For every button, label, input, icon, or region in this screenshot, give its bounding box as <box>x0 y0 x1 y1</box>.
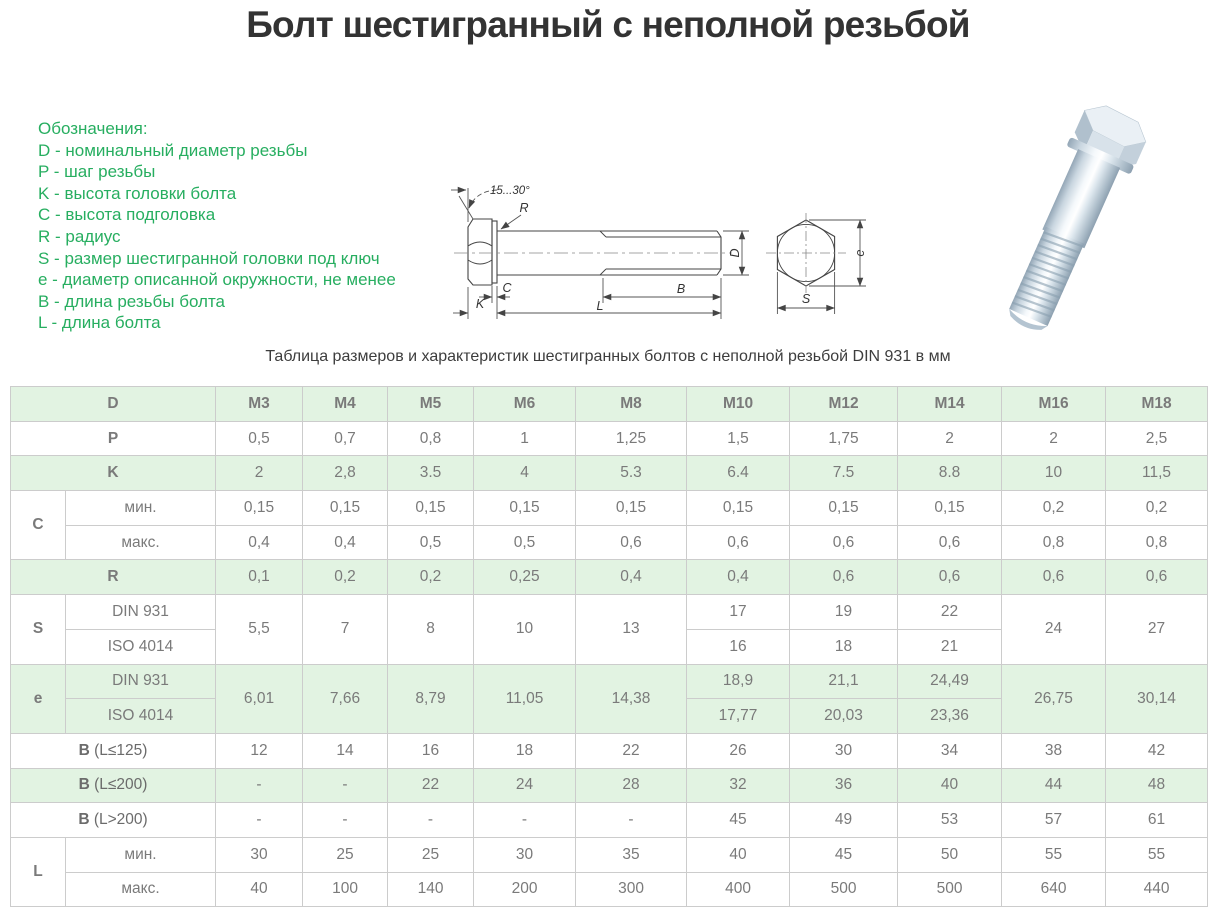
table-cell: 0,4 <box>687 560 790 595</box>
table-cell: 1 <box>474 421 576 456</box>
table-cell: 2 <box>1002 421 1106 456</box>
table-cell: 16 <box>687 629 790 664</box>
table-cell: 0,2 <box>303 560 388 595</box>
bolt-side-view <box>468 219 721 285</box>
table-cell: 0,15 <box>388 491 474 526</box>
table-cell: 50 <box>898 837 1002 872</box>
table-cell: 14,38 <box>576 664 687 733</box>
row-label: DIN 931 <box>66 595 216 630</box>
table-cell: 40 <box>216 872 303 907</box>
table-cell: 30 <box>790 733 898 768</box>
table-cell: 22 <box>898 595 1002 630</box>
table-cell: 17,77 <box>687 699 790 734</box>
table-cell: 200 <box>474 872 576 907</box>
table-cell: 14 <box>303 733 388 768</box>
table-cell: 26 <box>687 733 790 768</box>
table-cell: 8 <box>388 595 474 664</box>
table-cell: 0,4 <box>216 525 303 560</box>
table-cell: 0,5 <box>216 421 303 456</box>
table-cell: 18,9 <box>687 664 790 699</box>
table-cell: 32 <box>687 768 790 803</box>
legend-item: K - высота головки болта <box>38 183 237 203</box>
row-label: B (L>200) <box>11 803 216 838</box>
table-cell: 6.4 <box>687 456 790 491</box>
bolt-technical-drawing <box>440 160 940 346</box>
table-cell: 24 <box>474 768 576 803</box>
table-cell: 20,03 <box>790 699 898 734</box>
legend-item: P - шаг резьбы <box>38 162 156 182</box>
table-row <box>11 491 1208 526</box>
col-header: M16 <box>1002 387 1106 422</box>
legend-item: e - диаметр описанной окружности, не менее <box>38 270 396 290</box>
table-cell: 4 <box>474 456 576 491</box>
col-header: M10 <box>687 387 790 422</box>
table-cell: 38 <box>1002 733 1106 768</box>
table-cell: 140 <box>388 872 474 907</box>
col-header: M3 <box>216 387 303 422</box>
table-cell: 11,5 <box>1106 456 1208 491</box>
table-cell: 18 <box>790 629 898 664</box>
table-row <box>11 387 1208 422</box>
table-cell: 0,8 <box>1002 525 1106 560</box>
row-label: макс. <box>66 525 216 560</box>
table-cell: 7.5 <box>790 456 898 491</box>
table-cell: 7,66 <box>303 664 388 733</box>
c-label: C <box>502 281 512 295</box>
drawing-labels <box>476 185 867 313</box>
bolt-photo-group <box>992 98 1152 342</box>
table-cell: 18 <box>474 733 576 768</box>
table-row <box>11 733 1208 768</box>
table-cell: 0,6 <box>1002 560 1106 595</box>
table-cell: 0,8 <box>388 421 474 456</box>
table-cell: 17 <box>687 595 790 630</box>
legend-item: R - радиус <box>38 226 121 246</box>
table-cell: 0,8 <box>1106 525 1208 560</box>
col-header: M5 <box>388 387 474 422</box>
r-label: R <box>519 201 529 215</box>
table-cell: 6,01 <box>216 664 303 733</box>
table-row <box>11 525 1208 560</box>
table-cell: 22 <box>388 768 474 803</box>
table-cell: 19 <box>790 595 898 630</box>
table-cell: 300 <box>576 872 687 907</box>
table-row <box>11 664 1208 699</box>
col-header: M6 <box>474 387 576 422</box>
table-cell: 1,25 <box>576 421 687 456</box>
table-cell: 2,8 <box>303 456 388 491</box>
s-label: S <box>801 292 811 306</box>
row-label: C <box>11 491 66 560</box>
table-cell: 0,6 <box>790 525 898 560</box>
table-cell: 0,1 <box>216 560 303 595</box>
table-cell: 25 <box>388 837 474 872</box>
table-cell: 34 <box>898 733 1002 768</box>
table-cell: 57 <box>1002 803 1106 838</box>
table-cell: 28 <box>576 768 687 803</box>
angle-label: 15...30° <box>490 185 530 197</box>
row-label: макс. <box>66 872 216 907</box>
table-cell: 11,05 <box>474 664 576 733</box>
table-cell: - <box>303 768 388 803</box>
table-cell: 440 <box>1106 872 1208 907</box>
row-label: K <box>11 456 216 491</box>
legend-heading: Обозначения: <box>38 119 148 138</box>
table-cell: 500 <box>790 872 898 907</box>
legend-item: L - длина болта <box>38 313 161 333</box>
table-cell: 24 <box>1002 595 1106 664</box>
col-header: M12 <box>790 387 898 422</box>
table-cell: 10 <box>1002 456 1106 491</box>
row-label: B (L≤125) <box>11 733 216 768</box>
row-label: мин. <box>66 837 216 872</box>
table-cell: 0,15 <box>687 491 790 526</box>
table-cell: 500 <box>898 872 1002 907</box>
table-cell: 0,2 <box>1106 491 1208 526</box>
table-cell: 0,15 <box>790 491 898 526</box>
table-cell: 16 <box>388 733 474 768</box>
legend-item: S - размер шестигранной головки под ключ <box>38 248 380 268</box>
table-cell: 45 <box>790 837 898 872</box>
row-label: ISO 4014 <box>66 699 216 734</box>
table-row <box>11 560 1208 595</box>
table-cell: 55 <box>1002 837 1106 872</box>
table-cell: 26,75 <box>1002 664 1106 733</box>
table-row <box>11 837 1208 872</box>
table-cell: 5,5 <box>216 595 303 664</box>
table-cell: 55 <box>1106 837 1208 872</box>
table-cell: 40 <box>898 768 1002 803</box>
table-cell: 3.5 <box>388 456 474 491</box>
size-table <box>10 386 1208 907</box>
table-cell: 0,4 <box>303 525 388 560</box>
col-header: M8 <box>576 387 687 422</box>
table-cell: - <box>303 803 388 838</box>
row-label: B (L≤200) <box>11 768 216 803</box>
table-cell: 49 <box>790 803 898 838</box>
table-cell: 23,36 <box>898 699 1002 734</box>
table-cell: 24,49 <box>898 664 1002 699</box>
table-cell: 0,2 <box>388 560 474 595</box>
row-label: мин. <box>66 491 216 526</box>
l-label: L <box>596 299 604 313</box>
table-cell: 10 <box>474 595 576 664</box>
table-cell: 45 <box>687 803 790 838</box>
table-cell: 53 <box>898 803 1002 838</box>
table-cell: 0,6 <box>1106 560 1208 595</box>
table-cell: 42 <box>1106 733 1208 768</box>
table-cell: 27 <box>1106 595 1208 664</box>
table-cell: 48 <box>1106 768 1208 803</box>
table-cell: 0,4 <box>576 560 687 595</box>
table-cell: 0,6 <box>576 525 687 560</box>
table-cell: 30,14 <box>1106 664 1208 733</box>
table-cell: 1,5 <box>687 421 790 456</box>
table-cell: - <box>388 803 474 838</box>
page-title: Болт шестигранный с неполной резьбой <box>246 4 970 45</box>
table-cell: 35 <box>576 837 687 872</box>
table-cell: 0,2 <box>1002 491 1106 526</box>
table-cell: 0,5 <box>474 525 576 560</box>
table-cell: 8,79 <box>388 664 474 733</box>
d-label: D <box>728 248 742 258</box>
table-row <box>11 456 1208 491</box>
table-cell: 36 <box>790 768 898 803</box>
table-caption: Таблица размеров и характеристик шестигранных болтов с неполной резьбой DIN 931 в мм <box>265 348 951 365</box>
row-label: P <box>11 421 216 456</box>
table-cell: 0,15 <box>474 491 576 526</box>
table-cell: - <box>474 803 576 838</box>
row-label: L <box>11 837 66 906</box>
table-row <box>11 803 1208 838</box>
table-cell: 100 <box>303 872 388 907</box>
table-cell: 44 <box>1002 768 1106 803</box>
table-cell: 2,5 <box>1106 421 1208 456</box>
table-cell: 400 <box>687 872 790 907</box>
row-label: D <box>11 387 216 422</box>
col-header: M18 <box>1106 387 1208 422</box>
table-cell: 12 <box>216 733 303 768</box>
bolt-photo <box>948 86 1210 350</box>
row-label: R <box>11 560 216 595</box>
end-view-dimensions <box>777 220 866 314</box>
table-cell: 61 <box>1106 803 1208 838</box>
legend <box>38 118 396 334</box>
table-cell: 0,6 <box>687 525 790 560</box>
col-header: M14 <box>898 387 1002 422</box>
row-label: e <box>11 664 66 733</box>
table-cell: 0,15 <box>303 491 388 526</box>
table-cell: 0,6 <box>790 560 898 595</box>
legend-list <box>38 140 396 334</box>
table-cell: 30 <box>216 837 303 872</box>
e-label: e <box>853 249 867 257</box>
table-cell: 7 <box>303 595 388 664</box>
table-row <box>11 872 1208 907</box>
table-row <box>11 595 1208 630</box>
table-cell: 13 <box>576 595 687 664</box>
row-label: ISO 4014 <box>66 629 216 664</box>
legend-item: C - высота подголовка <box>38 205 216 225</box>
table-cell: 2 <box>216 456 303 491</box>
table-row <box>11 421 1208 456</box>
table-cell: 21 <box>898 629 1002 664</box>
table-cell: 0,7 <box>303 421 388 456</box>
table-cell: 21,1 <box>790 664 898 699</box>
legend-item: D - номинальный диаметр резьбы <box>38 140 308 160</box>
table-row <box>11 768 1208 803</box>
table-cell: 0,6 <box>898 560 1002 595</box>
table-cell: 0,15 <box>576 491 687 526</box>
table-cell: 1,75 <box>790 421 898 456</box>
table-cell: 40 <box>687 837 790 872</box>
table-cell: 0,6 <box>898 525 1002 560</box>
table-cell: 2 <box>898 421 1002 456</box>
table-cell: 30 <box>474 837 576 872</box>
table-cell: - <box>216 803 303 838</box>
table-cell: 0,5 <box>388 525 474 560</box>
table-cell: - <box>216 768 303 803</box>
row-label: DIN 931 <box>66 664 216 699</box>
k-label: K <box>475 297 485 311</box>
table-cell: 0,25 <box>474 560 576 595</box>
legend-item: B - длина резьбы болта <box>38 291 225 311</box>
table-cell: 640 <box>1002 872 1106 907</box>
b-label: B <box>676 282 686 296</box>
end-view-crosshair <box>766 213 846 293</box>
table-cell: - <box>576 803 687 838</box>
table-cell: 0,15 <box>216 491 303 526</box>
table-cell: 0,15 <box>898 491 1002 526</box>
table-cell: 8.8 <box>898 456 1002 491</box>
table-cell: 5.3 <box>576 456 687 491</box>
col-header: M4 <box>303 387 388 422</box>
table-cell: 22 <box>576 733 687 768</box>
table-cell: 25 <box>303 837 388 872</box>
row-label: S <box>11 595 66 664</box>
